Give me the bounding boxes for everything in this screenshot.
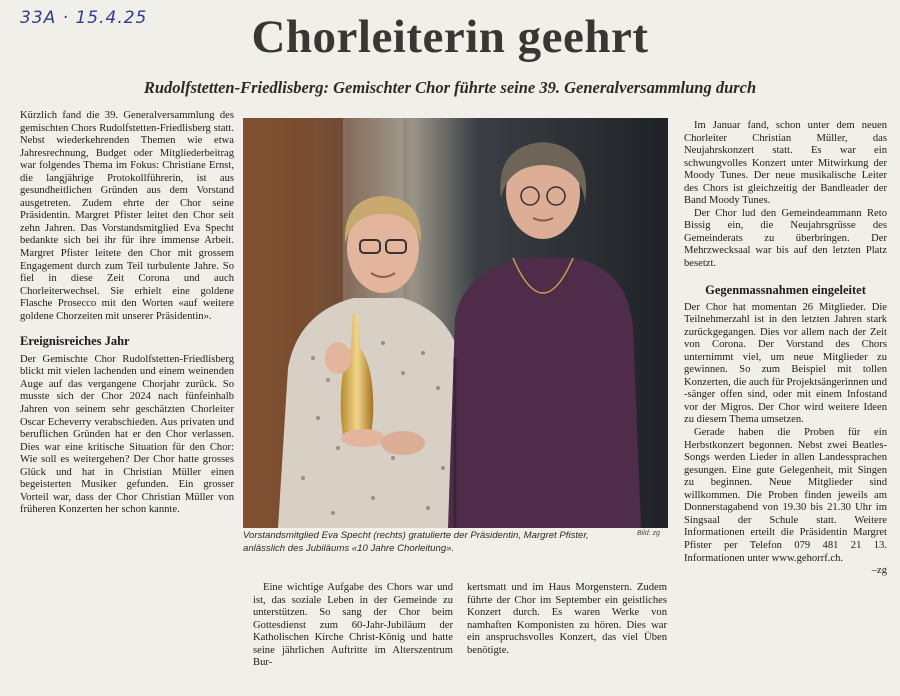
author-signature: –zg	[871, 565, 887, 577]
column-1-paragraph-2: Der Gemischte Chor Rudolfstetten-Friedlisberg blickt mit vielen lachenden und einem weinenden Auge auf das vergangene Chorjahr zurück. So musste sich der Chor 2024 nach fünfeinhalb Jahren von seinem sehr geschätzten Chorleiter Oscar Echeverry verabschieden. Aus privaten und beruflichen Gründen hat er den Chor verlassen. Dies war eine kritische Situation für den Chor: Wie soll es weitergehen? Der Chor hatte grosses Glück und hat in Christian Müller einen begeisterten Musiker gefunden. Ein grosser Vorteil war, dass der Chor Christian Müller von früheren Konzerten her schon kannte.	[20, 353, 234, 516]
column-4-paragraph-3: Der Chor hat momentan 26 Mitglieder. Die Teilnehmerzahl ist in den letzten Jahren stark zurückgegangen. Dies vor allem nach der Zeit von Corona. Der Vorstand des Chors unternimmt viel, um neue Mitglieder zu gewinnen. So zum Beispiel mit tollen Konzerten, die auch für Projektsängerinnen und -sänger offen sind, oder mit einem Infostand vor der Migros. Der Chor wird weitere Ideen zu diesem Thema umsetzen.	[684, 301, 887, 426]
article-column-2	[253, 582, 453, 670]
article-photo	[243, 118, 668, 528]
headline: Chorleiterin geehrt	[251, 11, 649, 63]
section-heading-ereignisreiches-jahr: Ereignisreiches Jahr	[20, 334, 130, 349]
column-4-paragraph-4: Gerade haben die Proben für ein Herbstkonzert begonnen. Nebst zwei Beatles-Songs werden Lieder in allen Landessprachen gesungen. Eine gute Gelegenheit, mit Singen zu beginnen. Neue Mitglieder sind willkommen. Die Proben finden jeweils am Donnerstagabend von 19.30 bis 21.30 Uhr im Singsaal der Schule statt. Weitere Informationen erteilt die Präsidentin Margret Pfister per Telefon 079 481 21 13. Informationen unter www.gehorrf.ch.	[684, 427, 887, 564]
photo-credit: Bild: zg	[637, 530, 660, 537]
subheadline: Rudolfstetten-Friedlisberg: Gemischter Chor führte seine 39. Generalversammlung durch	[143, 78, 757, 97]
column-4-paragraph-1: Im Januar fand, schon unter dem neuen Chorleiter Christian Müller, das Neujahrskonzert statt. Es war ein schwungvolles Konzert unter Mitwirkung der Moody Tunes. Der neue musikalische Leiter des Chors ist gleichzeitig der Bandleader der Band Moody Tunes.	[684, 120, 887, 207]
column-3-paragraph-1: kertsmatt und im Haus Morgenstern. Zudem führte der Chor im September ein geistliches Konzert durch. Es waren Werke von namhaften Komponisten zu hören. Dies war ein anspruchsvolles Konzert, das viel Üben benötigte.	[467, 582, 667, 656]
article-column-3	[467, 582, 667, 657]
column-4-paragraph-2: Der Chor lud den Gemeindeammann Reto Bissig ein, die Neujahrsgrüsse des Gemeinderats zu überbringen. Der Mehrzwecksaal war bis auf den letzten Platz besetzt.	[684, 207, 887, 270]
column-1-paragraph-1: Kürzlich fand die 39. Generalversammlung des gemischten Chors Rudolfstetten-Friedlisberg statt. Nebst wiederkehrenden Themen wie etwa Jahresrechnung, Budget oder Mitgliederbeitrag war folgendes Thema im Fokus: Christiane Ernst, die langjährige Protokollführerin, ist aus gesundheitlichen Gründen aus dem Vorstand ausgetreten. Zudem ehrte der Chor seine Präsidentin. Margret Pfister leitet den Chor seit zehn Jahren. Das Vorstandsmitglied Eva Specht bedankte sich bei ihr für ihre immense Arbeit. Margret Pfister leitete den Chor mit grossem Engagement durch zum Teil turbulente Jahre. So fiel in diese Zeit Corona und auch Chorleiterwechsel. Sie erhielt eine goldene Flasche Prosecco mit den Worten «auf weitere goldene Chorzeiten mit unserer Präsidentin».	[20, 110, 234, 322]
article-column-1	[20, 110, 234, 517]
handwritten-date-note: 33A · 15.4.25	[20, 8, 148, 28]
photo-illustration	[243, 118, 668, 528]
column-2-paragraph-1: Eine wichtige Aufgabe des Chors war und ist, das soziale Leben in der Gemeinde zu unterstützen. So sang der Chor beim Gottesdienst zum 60-Jahr-Jubiläum der Katholischen Kirche Christ-König und hatte seine jährlichen Auftritte im Alterszentrum Bur-	[253, 582, 453, 669]
section-heading-gegenmassnahmen: Gegenmassnahmen eingeleitet	[705, 282, 866, 297]
photo-caption: Vorstandsmitglied Eva Specht (rechts) gratulierte der Präsidentin, Margret Pfister, anlässlich des Jubiläums «10 Jahre Chorleitung».	[243, 530, 589, 554]
article-column-4	[684, 120, 887, 578]
